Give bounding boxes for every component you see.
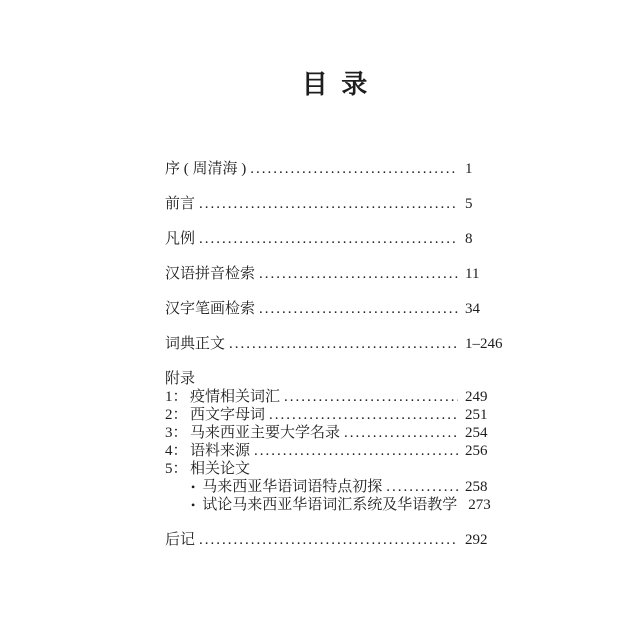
toc-entry-page: 1 <box>465 161 473 177</box>
toc-entry-label: 词典正文 <box>165 336 226 352</box>
toc-entry <box>165 265 505 283</box>
toc-entry <box>165 230 505 248</box>
toc-entry <box>165 531 505 549</box>
dot-leader <box>259 300 458 318</box>
toc-entry <box>165 496 505 514</box>
toc-entry <box>165 195 505 213</box>
toc-entry <box>165 370 505 388</box>
toc-entry-label: 马来西亚华语词语特点初探 <box>202 479 383 495</box>
toc-entry-label: 凡例 <box>165 231 196 247</box>
toc-entry <box>165 388 505 406</box>
toc-entry-label: 汉语拼音检索 <box>165 266 256 282</box>
dot-leader <box>386 478 458 496</box>
toc-entry-label: 后记 <box>165 532 196 548</box>
toc-entry-page: 34 <box>465 301 480 317</box>
toc-entry-label: 序 ( 周清海 ) <box>165 161 247 177</box>
toc-entry-page: 8 <box>465 231 473 247</box>
bullet-icon: • <box>191 480 196 494</box>
toc-entry <box>165 460 505 478</box>
dot-leader <box>250 160 458 178</box>
dot-leader <box>199 230 458 248</box>
dot-leader <box>344 424 458 442</box>
toc-entry-number: 1： <box>165 389 188 405</box>
toc-entry-page: 273 <box>468 497 491 513</box>
toc-entry-page: 1–246 <box>465 336 503 352</box>
toc-entry-number: 4： <box>165 443 188 459</box>
dot-leader <box>199 531 458 549</box>
toc-entry-page: 254 <box>465 425 488 441</box>
toc-entry-page: 11 <box>465 266 480 282</box>
toc-entry-number: 2： <box>165 407 188 423</box>
toc-entry <box>165 335 505 353</box>
toc-entry-label: 西文字母词 <box>190 407 266 423</box>
dot-leader <box>254 442 458 460</box>
toc-entry-page: 249 <box>465 389 488 405</box>
toc-entry-page: 256 <box>465 443 488 459</box>
dot-leader <box>284 388 458 406</box>
toc-entry-label: 汉字笔画检索 <box>165 301 256 317</box>
toc-list <box>165 160 505 549</box>
toc-entry-label: 疫情相关词汇 <box>190 389 281 405</box>
dot-leader <box>229 335 458 353</box>
dot-leader <box>199 195 458 213</box>
toc-title: 目 录 <box>301 70 369 99</box>
toc-entry-label: 相关论文 <box>190 461 251 477</box>
toc-entry-page: 5 <box>465 196 473 212</box>
toc-entry-page: 258 <box>465 479 488 495</box>
bullet-icon: • <box>191 498 196 512</box>
toc-entry-label: 马来西亚主要大学名录 <box>190 425 341 441</box>
toc-entry-label: 附录 <box>165 371 196 387</box>
toc-entry <box>165 478 505 496</box>
toc-entry <box>165 406 505 424</box>
toc-entry <box>165 442 505 460</box>
toc-entry <box>165 300 505 318</box>
toc-entry-label: 前言 <box>165 196 196 212</box>
toc-entry <box>165 160 505 178</box>
toc-entry-number: 3： <box>165 425 188 441</box>
toc-entry <box>165 424 505 442</box>
toc-entry-page: 292 <box>465 532 488 548</box>
toc-entry-label: 语料来源 <box>190 443 251 459</box>
toc-entry-page: 251 <box>465 407 488 423</box>
toc-entry-number: 5： <box>165 461 188 477</box>
dot-leader <box>269 406 458 424</box>
dot-leader <box>259 265 458 283</box>
toc-entry-label: 试论马来西亚华语词汇系统及华语教学 <box>202 497 458 513</box>
